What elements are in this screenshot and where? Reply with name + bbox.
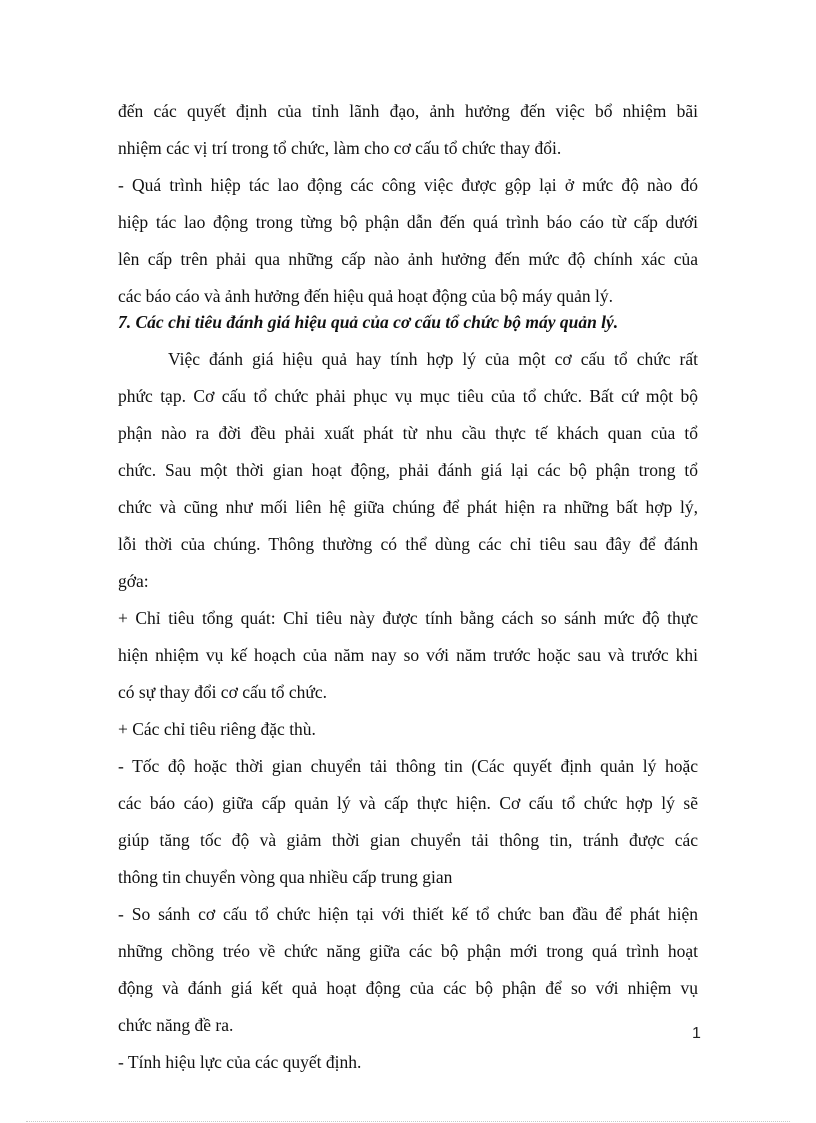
paragraph-line: lỗi thời của chúng. Thông thường có thể dùng các chỉ tiêu sau đây để đánh [118,534,698,554]
paragraph-line: phận nào ra đời đều phải xuất phát từ nhu cầu thực tế khách quan của tổ [118,423,698,443]
paragraph-line: phức tạp. Cơ cấu tổ chức phải phục vụ mục tiêu của tổ chức. Bất cứ một bộ [118,386,698,406]
paragraph-line: thông tin chuyển vòng qua nhiều cấp trung gian [118,867,453,887]
footer-divider [26,1121,790,1122]
paragraph-line: các báo cáo) giữa cấp quản lý và cấp thực hiện. Cơ cấu tổ chức hợp lý sẽ [118,793,698,813]
paragraph-line: các báo cáo và ảnh hưởng đến hiệu quả hoạt động của bộ máy quản lý. [118,286,613,306]
paragraph-line: lên cấp trên phải qua những cấp nào ảnh hưởng đến mức độ chính xác của [118,249,698,269]
paragraph-line: hiệp tác lao động trong từng bộ phận dẫn đến quá trình báo cáo từ cấp dưới [118,212,698,232]
bullet-line: - Tính hiệu lực của các quyết định. [118,1052,362,1072]
paragraph-line: động và đánh giá kết quả hoạt động của các bộ phận để so với nhiệm vụ [118,978,698,998]
paragraph-line: hiện nhiệm vụ kế hoạch của năm nay so với năm trước hoặc sau và trước khi [118,645,698,665]
bullet-line: - Tốc độ hoặc thời gian chuyển tải thông tin (Các quyết định quản lý hoặc [118,756,698,776]
page-number: 1 [692,1025,701,1042]
paragraph-line: chức. Sau một thời gian hoạt động, phải đánh giá lại các bộ phận trong tổ [118,460,698,480]
paragraph-line: đến các quyết định của tỉnh lãnh đạo, ảnh hưởng đến việc bổ nhiệm bãi [118,101,698,121]
paragraph-line: nhiệm các vị trí trong tổ chức, làm cho cơ cấu tổ chức thay đổi. [118,138,562,158]
bullet-line: - Quá trình hiệp tác lao động các công việc được gộp lại ở mức độ nào đó [118,175,698,195]
paragraph-line: có sự thay đổi cơ cấu tổ chức. [118,682,327,702]
paragraph-line: giúp tăng tốc độ và giảm thời gian chuyển tải thông tin, tránh được các [118,830,698,850]
list-item-general-indicator: + Chỉ tiêu tổng quát: Chỉ tiêu này được tính bằng cách so sánh mức độ thực [118,608,698,628]
list-item-specific-indicators: + Các chỉ tiêu riêng đặc thù. [118,719,316,739]
bullet-line: - So sánh cơ cấu tổ chức hiện tại với thiết kế tổ chức ban đầu để phát hiện [118,904,698,924]
paragraph-line: chức và cũng như mối liên hệ giữa chúng để phát hiện ra những bất hợp lý, [118,497,698,517]
section-heading: 7. Các chỉ tiêu đánh giá hiệu quả của cơ cấu tổ chức bộ máy quản lý. [118,312,619,332]
paragraph-line: Việc đánh giá hiệu quả hay tính hợp lý của một cơ cấu tổ chức rất [168,349,698,369]
paragraph-line: gớa: [118,571,149,591]
paragraph-line: chức năng đề ra. [118,1015,234,1035]
paragraph-line: những chồng tréo về chức năng giữa các bộ phận mới trong quá trình hoạt [118,941,698,961]
